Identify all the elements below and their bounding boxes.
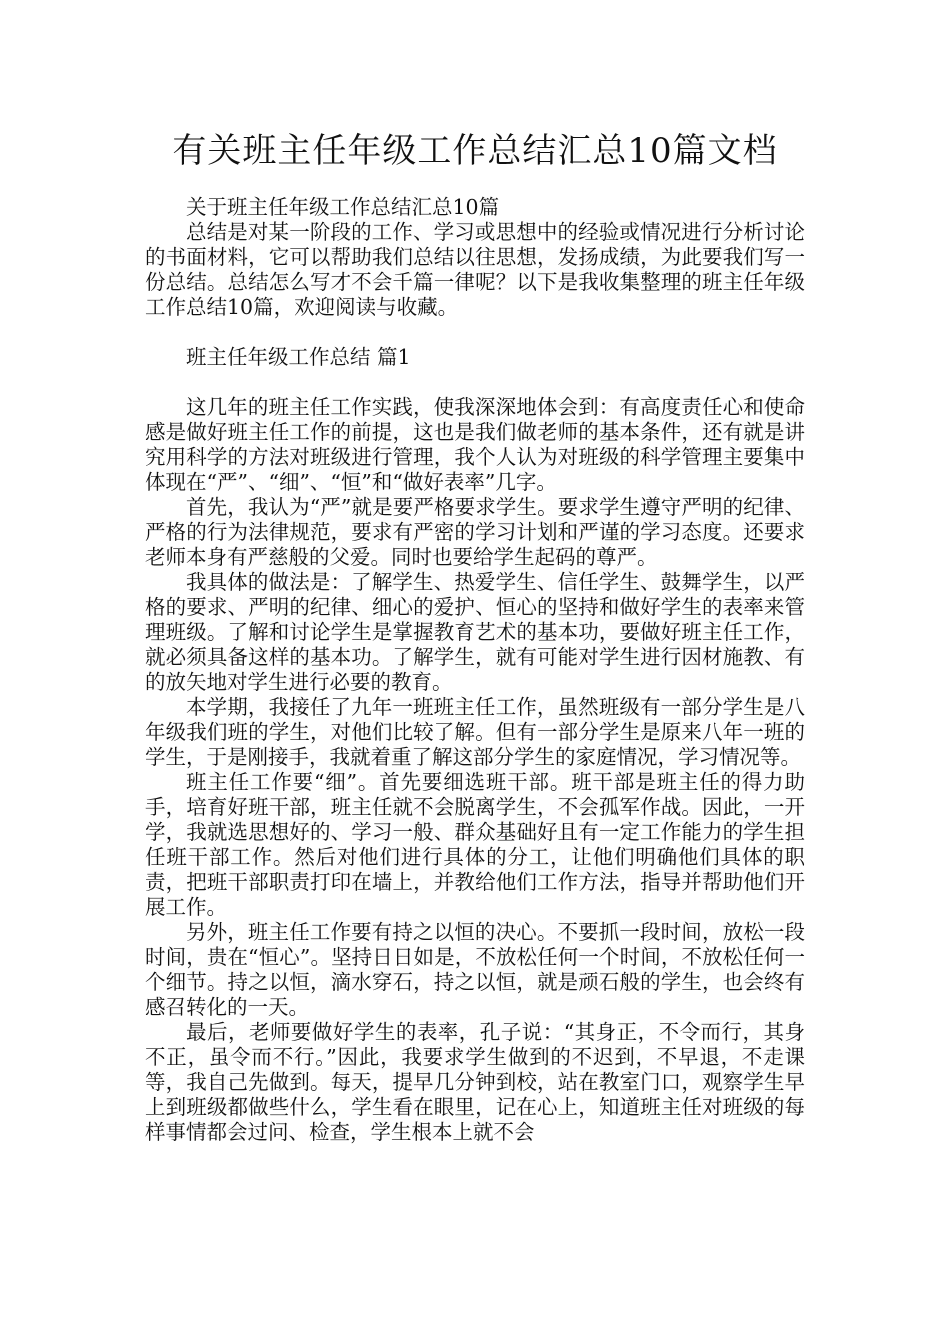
section-heading: 班主任年级工作总结 篇1	[186, 345, 411, 369]
intro-paragraph: 总结是对某一阶段的工作、学习或思想中的经验或情况进行分析讨论的书面材料，它可以帮助我们总结以往思想，发扬成绩，为此要我们写一份总结。总结怎么写才不会千篇一律呢？以下是我收集整理的班主任年级工作总结10篇，欢迎阅读与收藏。	[145, 220, 805, 319]
body-paragraph: 首先，我认为“严”就是要严格要求学生。要求学生遵守严明的纪律、严格的行为法律规范，要求有严密的学习计划和严谨的学习态度。还要求老师本身有严慈般的父爱。同时也要给学生起码的尊严。	[145, 495, 805, 569]
body-paragraph: 本学期，我接任了九年一班班主任工作，虽然班级有一部分学生是八年级我们班的学生，对他们比较了解。但有一部分学生是原来八年一班的学生，于是刚接手，我就着重了解这部分学生的家庭情况，学习情况等。	[145, 695, 805, 769]
body-paragraph: 另外，班主任工作要有持之以恒的决心。不要抓一段时间，放松一段时间，贵在“恒心”。坚持日日如是，不放松任何一个时间，不放松任何一个细节。持之以恒，滴水穿石，持之以恒，就是顽石般的学生，也会终有感召转化的一天。	[145, 920, 805, 1019]
body-paragraph: 班主任工作要“细”。首先要细选班干部。班干部是班主任的得力助手，培育好班干部，班主任就不会脱离学生，不会孤军作战。因此，一开学，我就选思想好的、学习一般、群众基础好且有一定工作能力的学生担任班干部工作。然后对他们进行具体的分工，让他们明确他们具体的职责，把班干部职责打印在墙上，并教给他们工作方法，指导并帮助他们开展工作。	[145, 770, 805, 919]
body-paragraph: 我具体的做法是：了解学生、热爱学生、信任学生、鼓舞学生，以严格的要求、严明的纪律、细心的爱护、恒心的坚持和做好学生的表率来管理班级。了解和讨论学生是掌握教育艺术的基本功，要做好班主任工作，就必须具备这样的基本功。了解学生，就有可能对学生进行因材施教、有的放矢地对学生进行必要的教育。	[145, 570, 805, 694]
body-paragraph: 最后，老师要做好学生的表率，孔子说：“其身正，不令而行，其身不正，虽令而不行。”因此，我要求学生做到的不迟到，不早退，不走课等，我自己先做到。每天，提早几分钟到校，站在教室门口，观察学生早上到班级都做些什么，学生看在眼里，记在心上，知道班主任对班级的每样事情都会过问、检查，学生根本上就不会	[145, 1020, 805, 1144]
body-paragraph: 这几年的班主任工作实践，使我深深地体会到：有高度责任心和使命感是做好班主任工作的前提，这也是我们做老师的基本条件，还有就是讲究用科学的方法对班级进行管理，我个人认为对班级的科学管理主要集中体现在“严”、“细”、“恒”和“做好表率”几字。	[145, 395, 805, 494]
document-body	[145, 195, 805, 1145]
document-subtitle: 关于班主任年级工作总结汇总10篇	[186, 195, 500, 219]
document-title: 有关班主任年级工作总结汇总10篇文档	[172, 131, 778, 171]
